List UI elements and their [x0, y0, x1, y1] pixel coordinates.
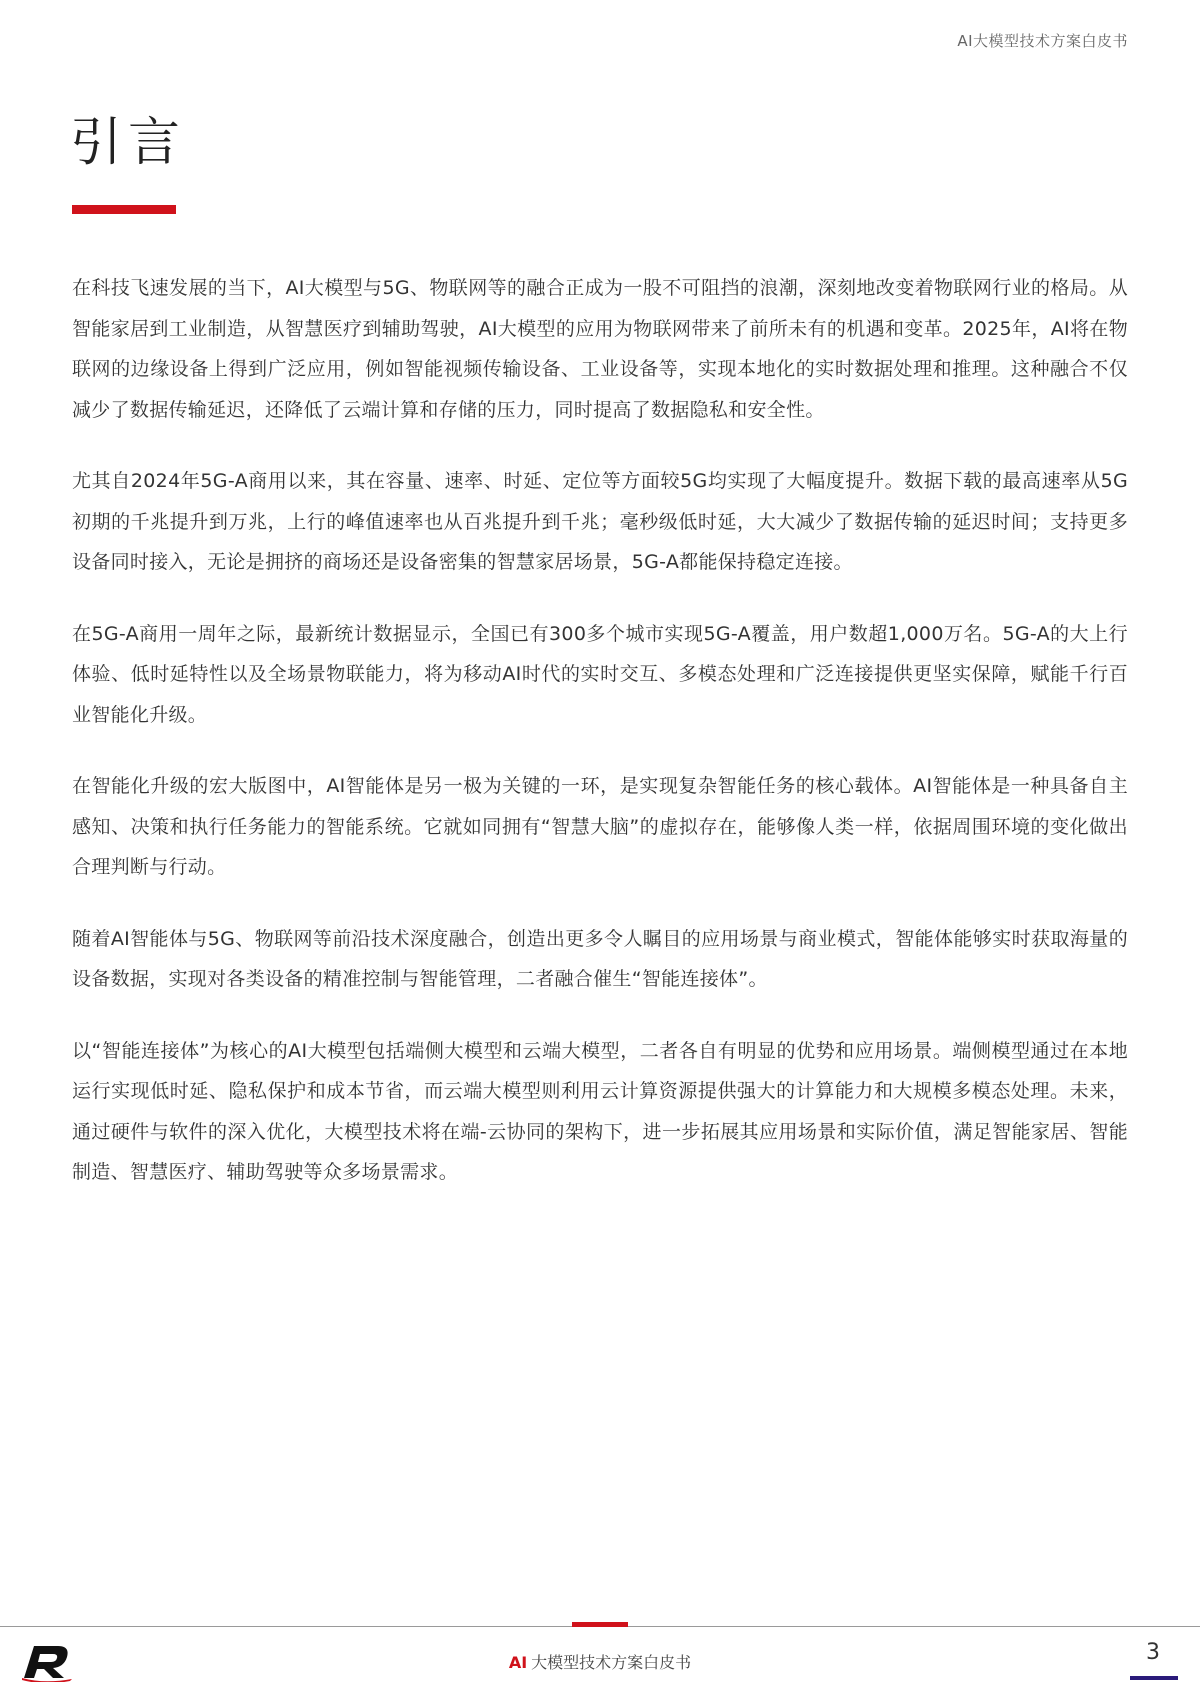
paragraph: 在科技飞速发展的当下，AI大模型与5G、物联网等的融合正成为一股不可阻挡的浪潮，深刻地改变着物联网行业的格局。从智能家居到工业制造，从智慧医疗到辅助驾驶，AI大模型的应用为物联网带来了前所未有的机遇和变革。2025年，AI将在物联网的边缘设备上得到广泛应用，例如智能视频传输设备、工业设备等，实现本地化的实时数据处理和推理。这种融合不仅减少了数据传输延迟，还降低了云端计算和存储的压力，同时提高了数据隐私和安全性。	[72, 277, 1128, 421]
page-number: 3	[1146, 1640, 1160, 1665]
footer-title-text: 大模型技术方案白皮书	[531, 1653, 692, 1672]
title-underline	[72, 205, 176, 214]
paragraph: 尤其自2024年5G-A商用以来，其在容量、速率、时延、定位等方面较5G均实现了大幅度提升。数据下载的最高速率从5G初期的千兆提升到万兆，上行的峰值速率也从百兆提升到千兆；毫秒级低时延，大大减少了数据传输的延迟时间；支持更多设备同时接入，无论是拥挤的商场还是设备密集的智慧家居场景，5G-A都能保持稳定连接。	[72, 470, 1128, 573]
paragraph: 在智能化升级的宏大版图中，AI智能体是另一极为关键的一环，是实现复杂智能任务的核心载体。AI智能体是一种具备自主感知、决策和执行任务能力的智能系统。它就如同拥有“智慧大脑”的虚拟存在，能够像人类一样，依据周围环境的变化做出合理判断与行动。	[72, 775, 1128, 878]
footer-title-ai: AI	[508, 1653, 528, 1672]
footer-doc-title	[0, 1650, 1200, 1673]
paragraph: 随着AI智能体与5G、物联网等前沿技术深度融合，创造出更多令人瞩目的应用场景与商业模式，智能体能够实时获取海量的设备数据，实现对各类设备的精准控制与智能管理，二者融合催生“智能连接体”。	[72, 927, 1128, 990]
header-doc-title: AI大模型技术方案白皮书	[957, 32, 1128, 50]
body-content	[72, 268, 1128, 1224]
page-number-bar	[1130, 1676, 1178, 1680]
page-title: 引言	[70, 113, 187, 173]
paragraph: 以“智能连接体”为核心的AI大模型包括端侧大模型和云端大模型，二者各自有明显的优势和应用场景。端侧模型通过在本地运行实现低时延、隐私保护和成本节省，而云端大模型则利用云计算资源提供强大的计算能力和大规模多模态处理。未来，通过硬件与软件的深入优化，大模型技术将在端-云协同的架构下，进一步拓展其应用场景和实际价值，满足智能家居、智能制造、智慧医疗、辅助驾驶等众多场景需求。	[72, 1039, 1128, 1183]
paragraph: 在5G-A商用一周年之际，最新统计数据显示，全国已有300多个城市实现5G-A覆盖，用户数超1,000万名。5G-A的大上行体验、低时延特性以及全场景物联能力，将为移动AI时代的实时交互、多模态处理和广泛连接提供更坚实保障，赋能千行百业智能化升级。	[72, 622, 1128, 726]
footer-accent-bar	[572, 1622, 628, 1627]
